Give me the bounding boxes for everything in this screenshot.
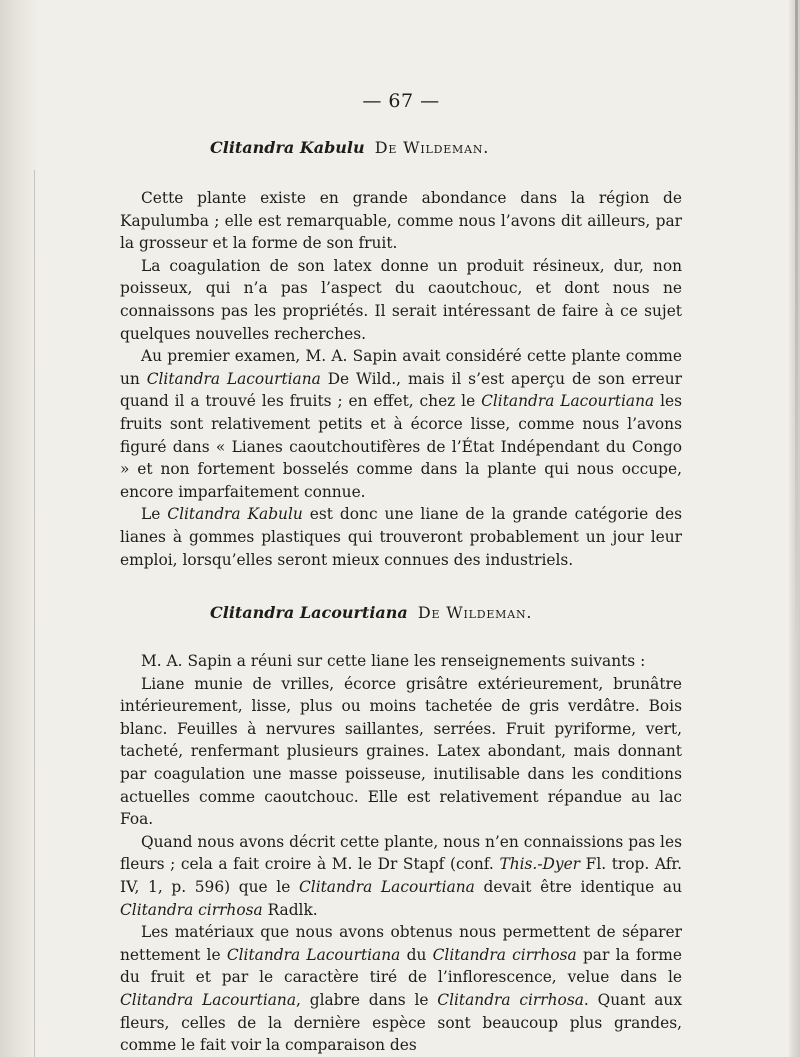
section-body-clitandra-lacourtiana <box>120 650 682 1057</box>
paragraph: Les matériaux que nous avons obtenus nous permettent de séparer nettement le Clitandra Lacourtiana du Clitandra cirrhosa par la forme du fruit et par le caractère tiré de l’inflorescence, velue dans le Clitandra Lacourtiana, glabre dans le Clitandra cirrhosa. Quant aux fleurs, celles de la dernière espèce sont beaucoup plus grandes, comme le fait voir la comparaison des <box>120 923 682 1055</box>
page-edge-shadow <box>788 0 800 1057</box>
paragraph: Le Clitandra Kabulu est donc une liane de la grande catégorie des lianes à gommes plastiques qui trouveront probablement un jour leur emploi, lorsqu’elles seront mieux connues des industriels. <box>120 505 682 569</box>
section-body-clitandra-kabulu <box>120 187 682 571</box>
heading-author: De Wildeman. <box>417 603 533 623</box>
document-page <box>120 90 682 1057</box>
paragraph: M. A. Sapin a réuni sur cette liane les renseignements suivants : <box>141 652 646 671</box>
paragraph: La coagulation de son latex donne un produit résineux, dur, non poisseux, qui n’a pas l’aspect du caoutchouc, et dont nous ne connaissons pas les propriétés. Il serait intéressant de faire à ce sujet quelques nouvelles recherches. <box>120 256 682 343</box>
page-binding-shadow <box>0 0 38 1057</box>
section-heading-clitandra-kabulu <box>120 138 682 157</box>
paragraph: Cette plante existe en grande abondance dans la région de Kapulumba ; elle est remarquable, comme nous l’avons dit ailleurs, par la grosseur et la forme de son fruit. <box>120 189 682 253</box>
paragraph: Quand nous avons décrit cette plante, nous n’en connaissions pas les fleurs ; cela a fait croire à M. le Dr Stapf (conf. This.-Dyer Fl. trop. Afr. IV, 1, p. 596) que le Clitandra Lacourtiana devait être identique au Clitandra cirrhosa Radlk. <box>120 832 683 919</box>
paragraph: Au premier examen, M. A. Sapin avait considéré cette plante comme un Clitandra Lacourtiana De Wild., mais il s’est aperçu de son erreur quand il a trouvé les fruits ; en effet, chez le Clitandra Lacourtiana les fruits sont relativement petits et à écorce lisse, comme nous l’avons figuré dans « Lianes caoutchoutifères de l’État Indépendant du Congo » et non fortement bosselés comme dans la plante qui nous occupe, encore imparfaitement connue. <box>120 347 683 501</box>
heading-species-name: Clitandra Kabulu <box>210 138 365 157</box>
paragraph: Liane munie de vrilles, écorce grisâtre extérieurement, brunâtre intérieurement, lisse, plus ou moins tachetée de gris verdâtre. Bois blanc. Feuilles à nervures saillantes, serrées. Fruit pyriforme, vert, tacheté, renfermant plusieurs graines. Latex abondant, mais donnant par coagulation une masse poisseuse, inutilisable dans les conditions actuelles comme caoutchouc. Elle est relativement répandue au lac Foa. <box>120 674 682 829</box>
section-heading-clitandra-lacourtiana <box>120 603 682 622</box>
heading-species-name: Clitandra Lacourtiana <box>210 603 408 623</box>
page-number: — 67 — <box>362 90 440 112</box>
heading-author: De Wildeman. <box>374 138 490 157</box>
